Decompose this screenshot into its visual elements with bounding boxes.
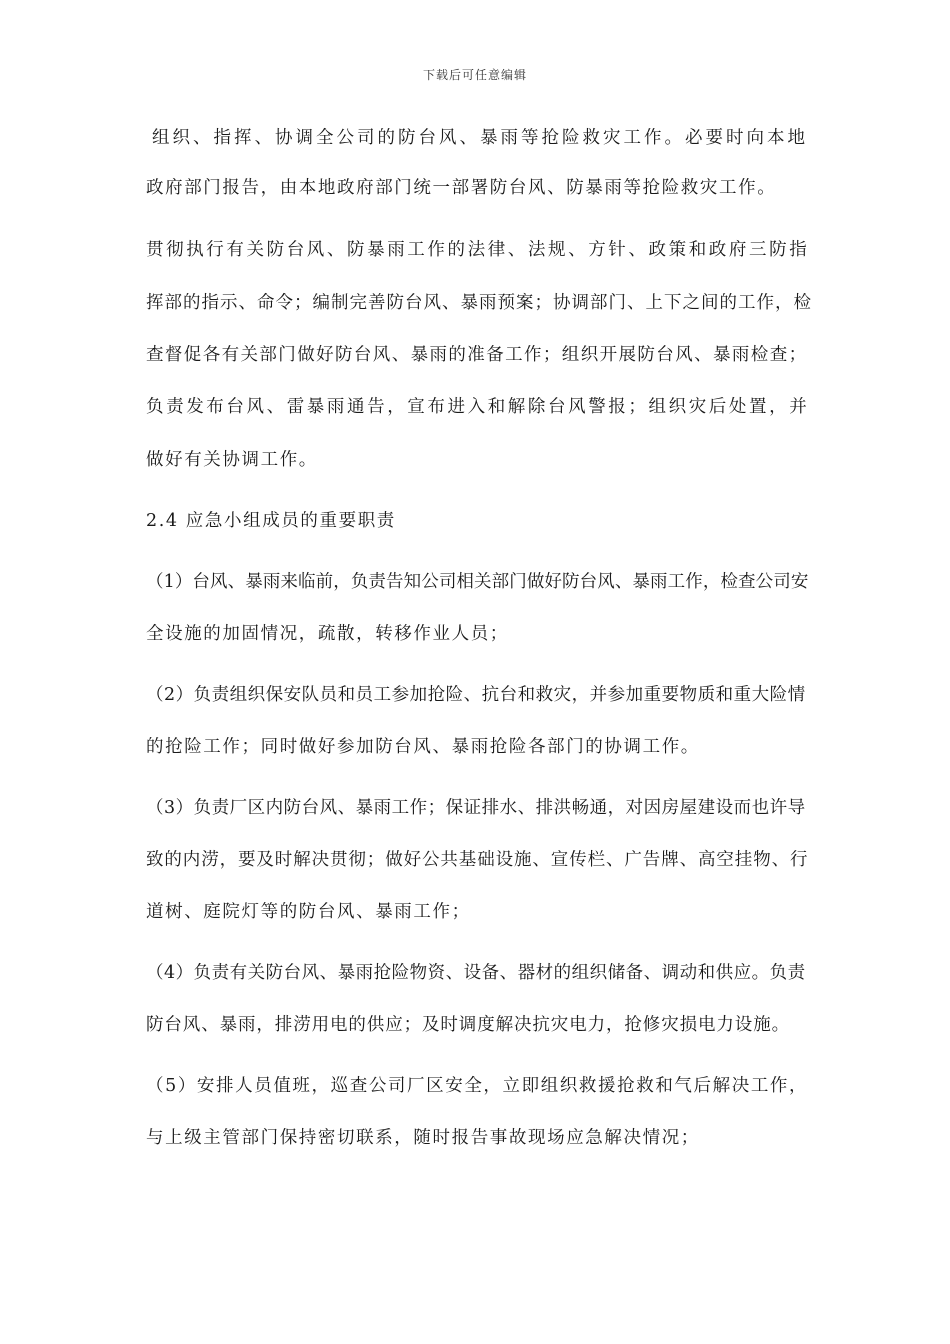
text-line: 查督促各有关部门做好防台风、暴雨的准备工作；组织开展防台风、暴雨检查； xyxy=(146,345,808,365)
text-line: （3）负责厂区内防台风、暴雨工作；保证排水、排洪畅通，对因房屋建设而也许导 xyxy=(146,798,806,818)
header-note: 下载后可任意编辑 xyxy=(422,68,527,82)
text-line: 贯彻执行有关防台风、防暴雨工作的法律、法规、方针、政策和政府三防指 xyxy=(146,240,810,260)
text-line: （2）负责组织保安队员和员工参加抢险、抗台和救灾，并参加重要物质和重大险情 xyxy=(146,685,806,705)
text-line: 负责发布台风、雷暴雨通告，宣布进入和解除台风警报；组织灾后处置，并 xyxy=(146,397,810,417)
text-line: 组织、指挥、协调全公司的防台风、暴雨等抢险救灾工作。必要时向本地 xyxy=(152,128,808,148)
text-line: 道树、庭院灯等的防台风、暴雨工作； xyxy=(146,902,471,922)
text-line: 防台风、暴雨，排涝用电的供应；及时调度解决抗灾电力，抢修灾损电力设施。 xyxy=(146,1015,790,1035)
text-line: 全设施的加固情况，疏散，转移作业人员； xyxy=(146,624,509,644)
text-line: （1）台风、暴雨来临前，负责告知公司相关部门做好防台风、暴雨工作，检查公司安 xyxy=(146,572,809,592)
text-line: 做好有关协调工作。 xyxy=(146,450,318,470)
text-line: 的抢险工作；同时做好参加防台风、暴雨抢险各部门的协调工作。 xyxy=(146,737,700,757)
text-line: 致的内涝，要及时解决贯彻；做好公共基础设施、宣传栏、广告牌、高空挂物、行 xyxy=(146,850,809,870)
text-line: （5）安排人员值班，巡查公司厂区安全，立即组织救援抢救和气后解决工作， xyxy=(146,1076,809,1096)
text-line: 政府部门报告，由本地政府部门统一部署防台风、防暴雨等抢险救灾工作。 xyxy=(146,178,777,198)
text-line: 与上级主管部门保持密切联系，随时报告事故现场应急解决情况； xyxy=(146,1128,700,1148)
text-line: （4）负责有关防台风、暴雨抢险物资、设备、器材的组织储备、调动和供应。负责 xyxy=(146,963,806,983)
section-heading: 2.4 应急小组成员的重要职责 xyxy=(146,511,396,531)
text-line: 挥部的指示、命令；编制完善防台风、暴雨预案；协调部门、上下之间的工作，检 xyxy=(146,293,812,313)
